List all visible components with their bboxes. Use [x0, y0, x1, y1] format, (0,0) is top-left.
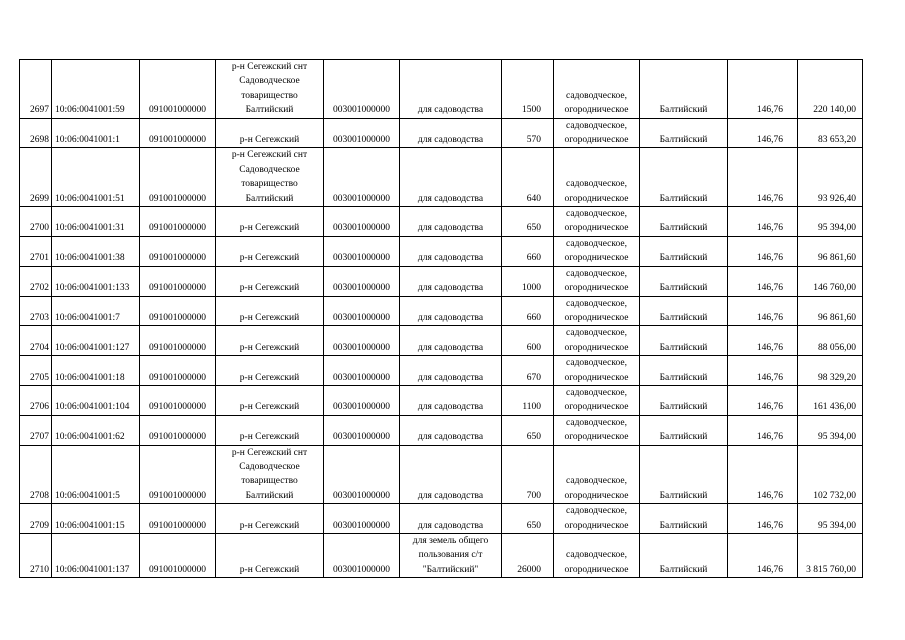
cell-settlement-name: Балтийский	[640, 207, 728, 237]
cell-address-line: Балтийский	[245, 490, 294, 501]
cell-group-code: 003001000000	[324, 207, 400, 237]
cell-cadastral-value: 88 056,00	[798, 326, 863, 356]
cell-cadastral-value: 95 394,00	[798, 207, 863, 237]
cell-permitted-use-line: пользования с/т	[418, 550, 483, 561]
cell-permitted-use	[400, 118, 502, 148]
cell-cadastral-value: 3 815 760,00	[798, 534, 863, 578]
cell-address	[216, 445, 324, 504]
cell-specific-value: 146,76	[728, 356, 798, 386]
table-row	[20, 385, 863, 415]
cell-category	[554, 236, 640, 266]
cell-category-line: садоводческое,	[566, 550, 627, 561]
cell-permitted-use-line: для садоводства	[417, 312, 484, 323]
cell-permitted-use	[400, 207, 502, 237]
cell-cadastral-number: 10:06:0041001:38	[52, 236, 140, 266]
cell-permitted-use	[400, 266, 502, 296]
cell-category	[554, 326, 640, 356]
cell-category	[554, 504, 640, 534]
cell-cadastral-number: 10:06:0041001:5	[52, 445, 140, 504]
cell-area: 26000	[502, 534, 554, 578]
cell-specific-value: 146,76	[728, 326, 798, 356]
cell-category-line: садоводческое,	[566, 328, 627, 339]
cell-address	[216, 534, 324, 578]
cell-category-line: огородническое	[564, 372, 629, 383]
cell-category-line: огородническое	[564, 193, 629, 204]
cell-group-code: 003001000000	[324, 326, 400, 356]
cell-row-number: 2705	[20, 356, 52, 386]
cell-cadastral-number: 10:06:0041001:133	[52, 266, 140, 296]
cell-settlement-name: Балтийский	[640, 534, 728, 578]
cell-category-line: садоводческое,	[566, 268, 627, 279]
cell-specific-value: 146,76	[728, 296, 798, 326]
cell-group-code: 003001000000	[324, 356, 400, 386]
cell-address-line: р-н Сегежский	[239, 520, 300, 531]
cell-address-line: р-н Сегежский	[239, 283, 300, 294]
cell-group-code: 003001000000	[324, 60, 400, 119]
cell-cadastral-number: 10:06:0041001:18	[52, 356, 140, 386]
cell-cadastral-value: 95 394,00	[798, 504, 863, 534]
cell-address	[216, 236, 324, 266]
cell-permitted-use	[400, 504, 502, 534]
cell-settlement-name: Балтийский	[640, 504, 728, 534]
cell-address-line: р-н Сегежский	[239, 564, 300, 575]
cell-address	[216, 385, 324, 415]
table-row	[20, 148, 863, 207]
cell-settlement-name: Балтийский	[640, 356, 728, 386]
cell-address-line: р-н Сегежский	[239, 372, 300, 383]
cell-permitted-use	[400, 236, 502, 266]
cell-address	[216, 415, 324, 445]
cell-settlement-name: Балтийский	[640, 445, 728, 504]
cell-category-line: огородническое	[564, 402, 629, 413]
cell-address-line: Балтийский	[245, 193, 294, 204]
cell-address-line: р-н Сегежский	[239, 402, 300, 413]
cell-specific-value: 146,76	[728, 266, 798, 296]
cell-permitted-use-line: для садоводства	[417, 342, 484, 353]
cell-specific-value: 146,76	[728, 148, 798, 207]
cell-address-line: р-н Сегежский снт	[231, 150, 308, 161]
cell-category-line: садоводческое,	[566, 476, 627, 487]
cell-group-code: 003001000000	[324, 266, 400, 296]
cell-settlement-name: Балтийский	[640, 326, 728, 356]
cell-address	[216, 60, 324, 119]
table-row	[20, 326, 863, 356]
cell-okato-code: 091001000000	[140, 534, 216, 578]
cell-row-number: 2709	[20, 504, 52, 534]
cell-permitted-use-line: для садоводства	[417, 520, 484, 531]
cell-address-line: р-н Сегежский снт	[231, 62, 308, 72]
cell-specific-value: 146,76	[728, 504, 798, 534]
cell-permitted-use-line: для земель общего	[412, 536, 489, 546]
cell-address-line: р-н Сегежский	[239, 312, 300, 323]
table-row	[20, 504, 863, 534]
cell-category-line: садоводческое,	[566, 387, 627, 398]
table-row	[20, 415, 863, 445]
cell-cadastral-number: 10:06:0041001:59	[52, 60, 140, 119]
cell-cadastral-value: 93 926,40	[798, 148, 863, 207]
cell-address-line: р-н Сегежский	[239, 223, 300, 234]
cell-okato-code: 091001000000	[140, 60, 216, 119]
cell-row-number: 2707	[20, 415, 52, 445]
cell-permitted-use	[400, 445, 502, 504]
cell-address-line: Садоводческое	[239, 461, 300, 472]
cell-category-line: огородническое	[564, 490, 629, 501]
cell-cadastral-number: 10:06:0041001:31	[52, 207, 140, 237]
cell-specific-value: 146,76	[728, 236, 798, 266]
cell-permitted-use	[400, 385, 502, 415]
cell-specific-value: 146,76	[728, 385, 798, 415]
cell-area: 650	[502, 415, 554, 445]
cell-settlement-name: Балтийский	[640, 385, 728, 415]
cell-cadastral-number: 10:06:0041001:7	[52, 296, 140, 326]
cell-category-line: огородническое	[564, 223, 629, 234]
cell-okato-code: 091001000000	[140, 326, 216, 356]
cell-permitted-use	[400, 534, 502, 578]
cell-permitted-use	[400, 356, 502, 386]
cell-cadastral-number: 10:06:0041001:62	[52, 415, 140, 445]
cell-category-line: огородническое	[564, 135, 629, 146]
cell-category-line: садоводческое,	[566, 238, 627, 249]
cell-row-number: 2710	[20, 534, 52, 578]
cell-address-line: р-н Сегежский снт	[231, 447, 308, 458]
cell-permitted-use-line: для садоводства	[417, 372, 484, 383]
cell-row-number: 2708	[20, 445, 52, 504]
table-row	[20, 236, 863, 266]
cell-area: 1000	[502, 266, 554, 296]
cell-row-number: 2698	[20, 118, 52, 148]
cell-category-line: огородническое	[564, 253, 629, 264]
cell-row-number: 2700	[20, 207, 52, 237]
cell-settlement-name: Балтийский	[640, 236, 728, 266]
cell-okato-code: 091001000000	[140, 504, 216, 534]
cell-specific-value: 146,76	[728, 445, 798, 504]
cell-row-number: 2703	[20, 296, 52, 326]
cell-okato-code: 091001000000	[140, 415, 216, 445]
cell-specific-value: 146,76	[728, 207, 798, 237]
cell-permitted-use-line: для садоводства	[417, 135, 484, 146]
cell-okato-code: 091001000000	[140, 445, 216, 504]
cell-permitted-use-line: для садоводства	[417, 193, 484, 204]
cell-address	[216, 504, 324, 534]
cell-settlement-name: Балтийский	[640, 266, 728, 296]
cell-permitted-use	[400, 60, 502, 119]
cell-area: 660	[502, 236, 554, 266]
table-body	[20, 60, 863, 578]
cell-cadastral-value: 96 861,60	[798, 296, 863, 326]
cell-permitted-use-line: для садоводства	[417, 402, 484, 413]
cell-specific-value: 146,76	[728, 415, 798, 445]
cell-cadastral-number: 10:06:0041001:127	[52, 326, 140, 356]
cell-settlement-name: Балтийский	[640, 296, 728, 326]
cell-category-line: огородническое	[564, 312, 629, 323]
table-row	[20, 118, 863, 148]
cell-cadastral-number: 10:06:0041001:104	[52, 385, 140, 415]
cell-okato-code: 091001000000	[140, 148, 216, 207]
cell-permitted-use-line: для садоводства	[417, 223, 484, 234]
cell-okato-code: 091001000000	[140, 296, 216, 326]
cell-category-line: садоводческое,	[566, 90, 627, 101]
cell-group-code: 003001000000	[324, 445, 400, 504]
cell-area: 670	[502, 356, 554, 386]
cell-cadastral-value: 95 394,00	[798, 415, 863, 445]
cell-category-line: садоводческое,	[566, 506, 627, 517]
cell-settlement-name: Балтийский	[640, 415, 728, 445]
cell-row-number: 2697	[20, 60, 52, 119]
cell-permitted-use-line: для садоводства	[417, 283, 484, 294]
table-row	[20, 534, 863, 578]
cell-cadastral-value: 98 329,20	[798, 356, 863, 386]
cell-specific-value: 146,76	[728, 118, 798, 148]
cell-row-number: 2699	[20, 148, 52, 207]
cell-group-code: 003001000000	[324, 385, 400, 415]
table-row	[20, 356, 863, 386]
cell-area: 640	[502, 148, 554, 207]
cell-category	[554, 445, 640, 504]
cell-permitted-use-line: для садоводства	[417, 105, 484, 116]
cell-row-number: 2704	[20, 326, 52, 356]
cell-area: 660	[502, 296, 554, 326]
cell-okato-code: 091001000000	[140, 356, 216, 386]
cell-group-code: 003001000000	[324, 534, 400, 578]
cell-group-code: 003001000000	[324, 415, 400, 445]
cell-okato-code: 091001000000	[140, 236, 216, 266]
cell-group-code: 003001000000	[324, 296, 400, 326]
cell-specific-value: 146,76	[728, 60, 798, 119]
cell-category	[554, 207, 640, 237]
cell-address	[216, 207, 324, 237]
cell-address-line: р-н Сегежский	[239, 342, 300, 353]
cell-category-line: огородническое	[564, 342, 629, 353]
cell-category	[554, 266, 640, 296]
cell-address	[216, 148, 324, 207]
cell-cadastral-number: 10:06:0041001:51	[52, 148, 140, 207]
cell-cadastral-number: 10:06:0041001:137	[52, 534, 140, 578]
cell-cadastral-number: 10:06:0041001:15	[52, 504, 140, 534]
cell-permitted-use	[400, 296, 502, 326]
cell-category-line: садоводческое,	[566, 358, 627, 369]
cell-category	[554, 296, 640, 326]
cell-address-line: Балтийский	[245, 105, 294, 116]
cell-area: 600	[502, 326, 554, 356]
cell-row-number: 2702	[20, 266, 52, 296]
cell-category	[554, 60, 640, 119]
cell-permitted-use	[400, 148, 502, 207]
cell-category-line: садоводческое,	[566, 298, 627, 309]
cell-area: 1100	[502, 385, 554, 415]
cell-permitted-use-line: для садоводства	[417, 490, 484, 501]
cell-group-code: 003001000000	[324, 504, 400, 534]
cell-area: 570	[502, 118, 554, 148]
cell-settlement-name: Балтийский	[640, 60, 728, 119]
table-row	[20, 445, 863, 504]
cell-address-line: товарищество	[241, 179, 298, 190]
cell-permitted-use-line: "Балтийский"	[422, 564, 479, 575]
cell-cadastral-value: 161 436,00	[798, 385, 863, 415]
cell-specific-value: 146,76	[728, 534, 798, 578]
cell-address-line: р-н Сегежский	[239, 253, 300, 264]
cell-category-line: огородническое	[564, 564, 629, 575]
cell-category	[554, 385, 640, 415]
cell-area: 700	[502, 445, 554, 504]
cell-area: 650	[502, 504, 554, 534]
cell-permitted-use	[400, 415, 502, 445]
cell-okato-code: 091001000000	[140, 266, 216, 296]
cell-address	[216, 296, 324, 326]
cell-address	[216, 326, 324, 356]
cell-cadastral-number: 10:06:0041001:1	[52, 118, 140, 148]
cell-cadastral-value: 146 760,00	[798, 266, 863, 296]
cell-category	[554, 356, 640, 386]
cell-settlement-name: Балтийский	[640, 118, 728, 148]
cell-group-code: 003001000000	[324, 236, 400, 266]
cell-okato-code: 091001000000	[140, 118, 216, 148]
cell-settlement-name: Балтийский	[640, 148, 728, 207]
cell-permitted-use-line: для садоводства	[417, 432, 484, 443]
cell-address-line: товарищество	[241, 90, 298, 101]
cell-group-code: 003001000000	[324, 118, 400, 148]
cell-group-code: 003001000000	[324, 148, 400, 207]
cell-row-number: 2701	[20, 236, 52, 266]
cell-category	[554, 118, 640, 148]
table-row	[20, 266, 863, 296]
cell-address-line: р-н Сегежский	[239, 135, 300, 146]
cell-address	[216, 118, 324, 148]
land-plot-table	[19, 59, 863, 578]
cell-category-line: садоводческое,	[566, 417, 627, 428]
cell-category-line: огородническое	[564, 283, 629, 294]
cell-category-line: садоводческое,	[566, 179, 627, 190]
cell-category-line: огородническое	[564, 105, 629, 116]
table-row	[20, 207, 863, 237]
cell-address-line: р-н Сегежский	[239, 432, 300, 443]
cell-address-line: Садоводческое	[239, 164, 300, 175]
cell-area: 650	[502, 207, 554, 237]
cell-row-number: 2706	[20, 385, 52, 415]
cell-category	[554, 148, 640, 207]
cell-cadastral-value: 96 861,60	[798, 236, 863, 266]
cell-category-line: садоводческое,	[566, 120, 627, 131]
cell-address	[216, 266, 324, 296]
cell-address-line: Садоводческое	[239, 76, 300, 87]
cell-permitted-use	[400, 326, 502, 356]
cell-cadastral-value: 220 140,00	[798, 60, 863, 119]
table-row	[20, 296, 863, 326]
cell-okato-code: 091001000000	[140, 385, 216, 415]
cell-address-line: товарищество	[241, 476, 298, 487]
cell-address	[216, 356, 324, 386]
cell-cadastral-value: 83 653,20	[798, 118, 863, 148]
cell-area: 1500	[502, 60, 554, 119]
cell-category	[554, 534, 640, 578]
cell-cadastral-value: 102 732,00	[798, 445, 863, 504]
cell-category	[554, 415, 640, 445]
cell-okato-code: 091001000000	[140, 207, 216, 237]
cell-category-line: огородническое	[564, 520, 629, 531]
cell-permitted-use-line: для садоводства	[417, 253, 484, 264]
cell-category-line: садоводческое,	[566, 209, 627, 220]
table-row	[20, 60, 863, 119]
cell-category-line: огородническое	[564, 432, 629, 443]
